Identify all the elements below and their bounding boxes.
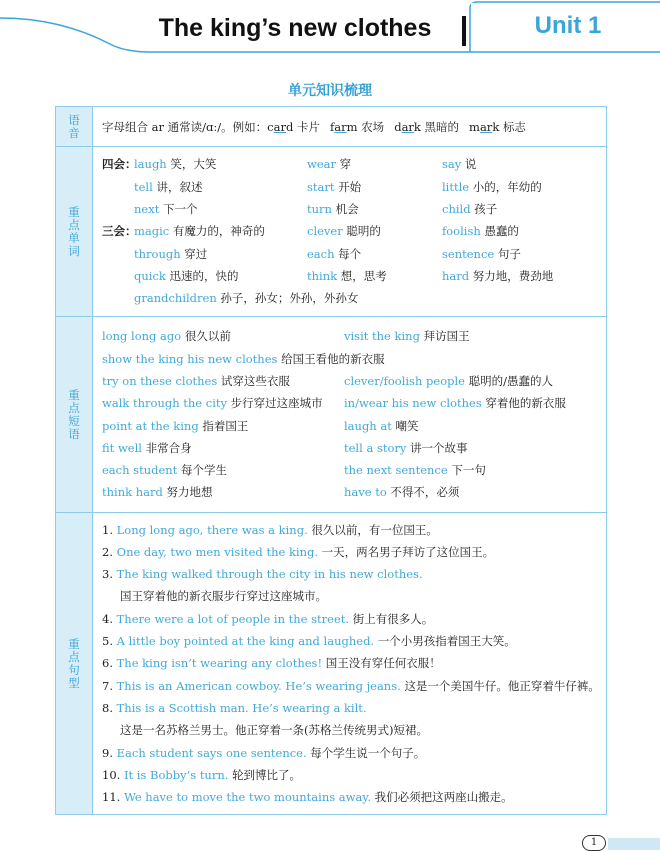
word-en: child	[442, 202, 471, 217]
word-cn: 努力地，费劲地	[472, 268, 554, 283]
phrase-entry	[102, 415, 248, 437]
sentences-label	[56, 513, 93, 815]
phrase-entry	[102, 392, 323, 414]
phrase-entry	[102, 348, 385, 370]
word-row	[102, 287, 606, 309]
phrase-en: clever/foolish people	[344, 373, 465, 388]
label-char: 语	[68, 112, 80, 127]
section-title: 单元知识梳理	[288, 83, 372, 99]
word-entry	[134, 243, 207, 265]
sentence-row	[102, 742, 606, 764]
sentence-translation-row	[102, 585, 606, 607]
vertical-label-text	[57, 114, 91, 140]
phrase-cn: 穿着他的新衣服	[485, 396, 566, 411]
word-cn: 穿过	[184, 246, 208, 261]
sentence-cn: 每个学生说一个句子。	[310, 745, 426, 760]
word-cn: 笑，大笑	[170, 157, 217, 172]
label-char: 句	[68, 662, 80, 677]
word-entry	[134, 220, 265, 242]
sentence-row	[102, 652, 606, 674]
phrase-entry	[344, 459, 486, 481]
sentence-en: We have to move the two mountains away.	[123, 790, 371, 805]
phrase-row	[102, 459, 606, 481]
word-entry	[442, 198, 497, 220]
word-cn: 说	[464, 157, 477, 172]
phonics-label	[56, 107, 93, 147]
word-row	[102, 153, 606, 175]
label-char: 语	[68, 426, 80, 441]
word-entry	[134, 287, 358, 309]
phrase-cn: 指着国王	[202, 418, 249, 433]
sentence-row	[102, 764, 606, 786]
word-row	[102, 265, 606, 287]
word-entry	[442, 153, 476, 175]
example-pre: d	[394, 119, 402, 134]
word-en: quick	[134, 268, 166, 283]
phrase-row	[102, 437, 606, 459]
sentence-number: 6.	[102, 656, 113, 671]
words-content	[93, 147, 607, 317]
word-row	[102, 243, 606, 265]
sentence-cn: 这是一个美国牛仔。他正穿着牛仔裤。	[404, 678, 600, 693]
word-entry	[307, 153, 351, 175]
example-word	[469, 120, 526, 134]
word-en: wear	[307, 157, 337, 172]
phrase-cn: 很久以前	[184, 329, 231, 344]
word-entry	[442, 243, 521, 265]
phrase-en: tell a story	[344, 440, 407, 455]
vertical-label-text	[57, 638, 91, 690]
label-char: 型	[68, 675, 80, 690]
phrase-entry	[344, 481, 459, 503]
example-underlined: ar	[479, 119, 493, 134]
word-en: little	[442, 179, 470, 194]
phrase-cn: 步行穿过这座城市	[230, 396, 323, 411]
phrase-entry	[102, 459, 227, 481]
word-en: start	[307, 179, 335, 194]
sentence-en: One day, two men visited the king.	[116, 544, 319, 559]
phrase-row	[102, 392, 606, 414]
sentence-cn: 国王没有穿任何衣服！	[325, 656, 441, 671]
sentence-cn: 这是一名苏格兰男士。他正穿着一条(苏格兰传统男式)短裙。	[120, 723, 428, 738]
word-entry	[442, 265, 553, 287]
phrase-cn: 试穿这些衣服	[220, 373, 290, 388]
sentence-row	[102, 697, 606, 719]
word-en: clever	[307, 224, 343, 239]
sentence-cn: 一天，两名男子拜访了这位国王。	[321, 544, 495, 559]
phrase-en: in/wear his new clothes	[344, 396, 482, 411]
word-entry	[442, 220, 519, 242]
word-cn: 孩子	[474, 202, 498, 217]
sentence-row	[102, 675, 606, 697]
phrase-row	[102, 481, 606, 503]
sentence-number: 8.	[102, 700, 113, 715]
example-post: d	[285, 119, 294, 134]
phrase-row	[102, 415, 606, 437]
phrase-en: show the king his new clothes	[102, 351, 278, 366]
word-cn: 孙子，孙女；外孙，外孙女	[220, 291, 359, 306]
phrase-cn: 给国王看他的新衣服	[281, 351, 385, 366]
word-cn: 聪明的	[346, 224, 381, 239]
example-cn: 卡片	[297, 119, 320, 134]
sentence-en: The king isn’t wearing any clothes!	[116, 656, 323, 671]
example-underlined: ar	[401, 119, 414, 134]
phrase-cn: 努力地想	[166, 485, 213, 500]
phrase-cn: 每个学生	[180, 463, 227, 478]
vertical-label-text	[57, 389, 91, 441]
example-pre: c	[267, 119, 274, 134]
word-en: think	[307, 268, 338, 283]
phrase-en: walk through the city	[102, 396, 228, 411]
sentence-en: A little boy pointed at the king and laughed.	[116, 634, 375, 649]
sentence-en: It is Bobby’s turn.	[123, 767, 229, 782]
sentence-number: 9.	[102, 745, 113, 760]
word-entry	[442, 176, 542, 198]
word-en: sentence	[442, 246, 495, 261]
word-cn: 愚蠢的	[484, 224, 519, 239]
title-divider	[462, 16, 466, 46]
phrase-entry	[102, 370, 290, 392]
example-cn: 黑暗的	[424, 119, 460, 134]
label-char: 重	[68, 204, 80, 219]
example-word	[394, 120, 459, 134]
example-cn: 农场	[361, 119, 385, 134]
word-row	[102, 198, 606, 220]
sentence-en: This is an American cowboy. He’s wearing jeans.	[116, 678, 401, 693]
word-en: laugh	[134, 157, 167, 172]
phrase-entry	[102, 481, 213, 503]
sentence-cn: 轮到博比了。	[232, 767, 302, 782]
sentence-number: 4.	[102, 611, 113, 626]
sentence-en: The king walked through the city in his new clothes.	[116, 567, 423, 582]
phrase-cn: 下一句	[451, 463, 486, 478]
phrases-label	[56, 317, 93, 513]
example-post: m	[346, 119, 358, 134]
sentence-en: This is a Scottish man. He’s wearing a kilt.	[116, 700, 367, 715]
word-entry	[134, 265, 239, 287]
phrase-en: the next sentence	[344, 463, 448, 478]
sentence-cn: 一个小男孩指着国王大笑。	[377, 634, 516, 649]
sentence-cn: 很久以前，有一位国王。	[311, 522, 438, 537]
word-en: hard	[442, 268, 470, 283]
word-entry	[307, 198, 359, 220]
phrase-row	[102, 370, 606, 392]
sentence-en: Each student says one sentence.	[116, 745, 307, 760]
sentence-number: 10.	[102, 767, 121, 782]
sentence-number: 1.	[102, 522, 113, 537]
label-char: 短	[68, 413, 80, 428]
word-cn: 讲，叙述	[156, 179, 203, 194]
example-underlined: ar	[273, 119, 286, 134]
phrase-entry	[344, 370, 553, 392]
word-cn: 迅速的，快的	[169, 268, 239, 283]
word-en: foolish	[442, 224, 481, 239]
phrase-en: try on these clothes	[102, 373, 218, 388]
word-cn: 有魔力的，神奇的	[172, 224, 265, 239]
page-tab-decoration	[608, 838, 660, 850]
word-en: turn	[307, 202, 332, 217]
label-char: 点	[68, 649, 80, 664]
phrase-cn: 拜访国王	[423, 329, 470, 344]
word-entry	[134, 198, 197, 220]
word-row	[102, 220, 606, 242]
example-word	[267, 120, 320, 134]
sentence-en: Long long ago, there was a king.	[116, 522, 308, 537]
sentence-row	[102, 563, 606, 585]
example-pre: f	[330, 119, 335, 134]
sentence-translation-row	[102, 719, 606, 741]
phrase-en: laugh at	[344, 418, 392, 433]
sentence-row	[102, 519, 606, 541]
word-cn: 想，思考	[340, 268, 387, 283]
word-row	[102, 176, 606, 198]
phrase-en: fit well	[102, 440, 142, 455]
word-entry	[307, 220, 381, 242]
word-en: grandchildren	[134, 291, 217, 306]
page-number: 1	[582, 835, 606, 851]
sentence-en: There were a lot of people in the street.	[116, 611, 350, 626]
phrase-cn: 讲一个故事	[410, 440, 468, 455]
sentence-number: 11.	[102, 790, 121, 805]
phrase-cn: 不得不，必须	[390, 485, 460, 500]
word-entry	[307, 265, 387, 287]
label-char: 点	[68, 217, 80, 232]
summary-table	[55, 106, 607, 815]
example-word	[330, 120, 384, 134]
word-cn: 句子	[497, 246, 521, 261]
word-cn: 每个	[338, 246, 362, 261]
word-cn: 机会	[335, 202, 359, 217]
word-en: tell	[134, 179, 153, 194]
phrase-cn: 非常合身	[145, 440, 192, 455]
vertical-label-text	[57, 206, 91, 258]
unit-label: Unit 1	[534, 12, 602, 39]
words-label	[56, 147, 93, 317]
phrases-content	[93, 317, 607, 513]
example-post: k	[413, 119, 421, 134]
sentence-cn: 街上有很多人。	[352, 611, 434, 626]
word-cn: 穿	[339, 157, 352, 172]
word-entry	[307, 176, 361, 198]
phrase-entry	[102, 437, 192, 459]
phrase-row	[102, 325, 606, 347]
word-entry	[134, 153, 216, 175]
phrase-row	[102, 348, 606, 370]
word-cn: 开始	[338, 179, 362, 194]
phrase-entry	[344, 415, 419, 437]
page-title: The king’s new clothes	[158, 14, 432, 42]
phonics-rule: 字母组合 ar 通常读/ɑː/。例如：	[102, 119, 268, 134]
example-underlined: ar	[334, 119, 347, 134]
sentence-number: 3.	[102, 567, 113, 582]
phrase-en: long long ago	[102, 329, 182, 344]
label-char: 点	[68, 400, 80, 415]
word-en: each	[307, 246, 335, 261]
phrase-en: each student	[102, 463, 178, 478]
word-entry	[134, 176, 202, 198]
label-char: 重	[68, 387, 80, 402]
phonics-content	[93, 107, 607, 147]
sentence-row	[102, 786, 606, 808]
sentence-row	[102, 630, 606, 652]
phrase-en: point at the king	[102, 418, 199, 433]
word-en: through	[134, 246, 181, 261]
four-label: 四会：	[102, 157, 137, 172]
sentence-number: 7.	[102, 678, 113, 693]
phrase-en: think hard	[102, 485, 163, 500]
word-entry	[307, 243, 361, 265]
phrase-en: visit the king	[344, 329, 420, 344]
label-char: 重	[68, 636, 80, 651]
sentence-row	[102, 541, 606, 563]
label-char: 音	[68, 125, 80, 140]
sentences-content	[93, 513, 607, 815]
sentence-row	[102, 608, 606, 630]
example-post: k	[492, 119, 500, 134]
word-en: next	[134, 202, 160, 217]
word-cn: 下一个	[162, 202, 198, 217]
example-pre: m	[469, 119, 480, 134]
word-en: say	[442, 157, 462, 172]
phrase-entry	[344, 437, 468, 459]
phrase-entry	[344, 325, 470, 347]
phrase-en: have to	[344, 485, 387, 500]
sentence-cn: 我们必须把这两座山搬走。	[374, 790, 513, 805]
phrase-entry	[344, 392, 566, 414]
phrase-entry	[102, 325, 231, 347]
sentence-number: 2.	[102, 544, 113, 559]
phrase-cn: 聪明的/愚蠢的人	[468, 373, 553, 388]
three-label: 三会：	[102, 224, 137, 239]
sentence-cn: 国王穿着他的新衣服步行穿过这座城市。	[120, 589, 327, 604]
phrase-cn: 嘲笑	[395, 418, 419, 433]
word-en: magic	[134, 224, 170, 239]
example-cn: 标志	[502, 119, 526, 134]
word-cn: 小的，年幼的	[472, 179, 542, 194]
label-char: 单	[68, 230, 80, 245]
sentence-number: 5.	[102, 634, 113, 649]
label-char: 词	[68, 243, 80, 258]
